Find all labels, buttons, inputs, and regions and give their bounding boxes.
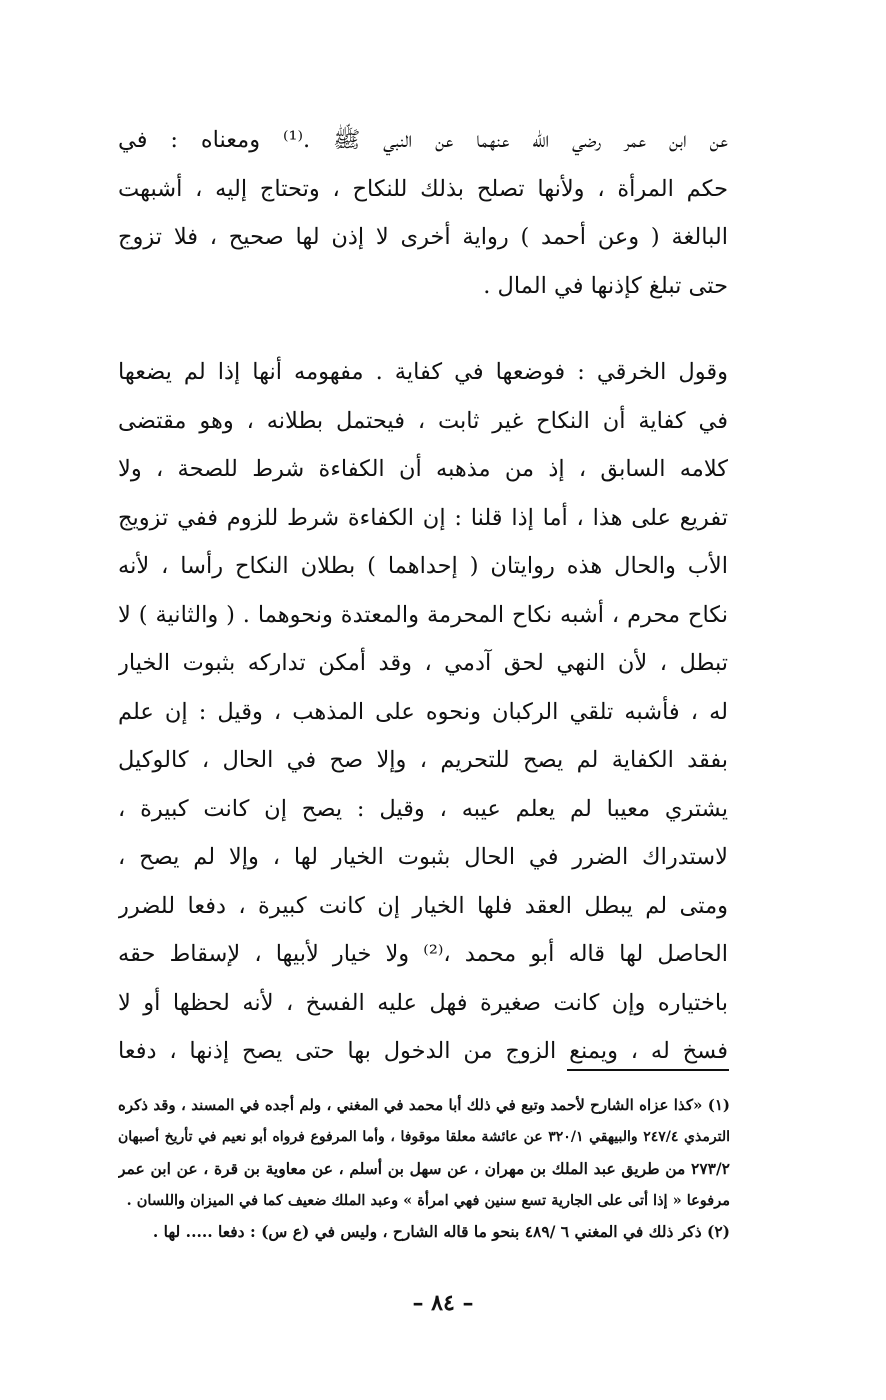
text-line: عن ابن عمر رضي الله عنهما عن النبي ﷺ .⁽¹⁾ ومعناه : في <box>118 127 728 153</box>
text-line: بفقد الكفاية لم يصح للتحريم ، وإلا صح في الحال ، كالوكيل <box>118 747 728 773</box>
paragraph-2 <box>118 348 728 1076</box>
footnote-line: (١) «كذا عزاه الشارح لأحمد وتبع في ذلك أبا محمد في المغني ، ولم أجده في المسند ، وقد ذكره <box>118 1096 730 1114</box>
text-line: لاستدراك الضرر في الحال بثبوت الخيار لها ، وإلا لم يصح ، <box>118 844 728 870</box>
text-line: باختياره وإن كانت صغيرة فهل عليه الفسخ ، لأنه لحظها أو لا <box>118 989 728 1016</box>
text-line: كلامه السابق ، إذ من مذهبه أن الكفاءة شرط للصحة ، ولا <box>118 456 728 482</box>
text-line: وقول الخرقي : فوضعها في كفاية . مفهومه أنها إذا لم يضعها <box>118 359 728 385</box>
text-line: حتى تبلغ كإذنها في المال . <box>483 272 728 299</box>
text-line: يشتري معيبا لم يعلم عيبه ، وقيل : يصح إن كانت كبيرة ، <box>118 795 728 822</box>
footnote-line: (٢) ذكر ذلك في المغني ٦ /٤٨٩ بنحو ما قاله الشارح ، وليس في (ع س) : دفعا ..... لها . <box>152 1222 730 1241</box>
text-line: نكاح محرم ، أشبه نكاح المحرمة والمعتدة ونحوهما . ( والثانية ) لا <box>118 601 728 628</box>
main-text <box>118 116 728 1076</box>
footnote-line: مرفوعا « إذا أتى على الجارية تسع سنين فهي امرأة » وعبد الملك ضعيف كما في الميزان واللسان . <box>126 1191 730 1209</box>
text-line: تبطل ، لأن النهي لحق آدمي ، وقد أمكن تداركه بثبوت الخيار <box>118 650 728 676</box>
text-line: الحاصل لها قاله أبو محمد ،⁽²⁾ ولا خيار لأبيها ، لإسقاط حقه <box>118 941 728 967</box>
footnote-separator <box>567 1069 729 1071</box>
text-line: ومتى لم يبطل العقد فلها الخيار إن كانت كبيرة ، دفعا للضرر <box>118 892 728 919</box>
text-line: البالغة ( وعن أحمد ) رواية أخرى لا إذن لها صحيح ، فلا تزوج <box>118 224 728 250</box>
text-line: تفريع على هذا ، أما إذا قلنا : إن الكفاءة شرط للزوم ففي تزويج <box>118 504 728 531</box>
text-line: في كفاية أن النكاح غير ثابت ، فيحتمل بطلانه ، وهو مقتضى <box>118 407 728 434</box>
footnote-line: الترمذي ٢٤٧/٤ والبيهقي ٣٢٠/١ عن عائشة معلقا موقوفا ، وأما المرفوع فرواه أبو نعيم في تأريخ أصبهان <box>118 1128 730 1145</box>
footnotes <box>118 1090 730 1248</box>
paragraph-1 <box>118 116 728 310</box>
text-line: الأب والحال هذه روايتان ( إحداهما ) بطلان النكاح رأسا ، لأنه <box>118 553 728 579</box>
page-number: – ٨٤ – <box>412 1290 474 1316</box>
text-line: فسخ له ، ويمنع الزوج من الدخول بها حتى يصح إذنها ، دفعا <box>118 1038 728 1064</box>
footnote-line: ٢٧٣/٢ من طريق عبد الملك بن مهران ، عن سهل بن أسلم ، عن معاوية بن قرة ، عن ابن عمر <box>118 1159 730 1178</box>
text-line: له ، فأشبه تلقي الركبان ونحوه على المذهب ، وقيل : إن علم <box>118 698 728 725</box>
text-line: حكم المرأة ، ولأنها تصلح بذلك للنكاح ، وتحتاج إليه ، أشبهت <box>118 175 728 202</box>
